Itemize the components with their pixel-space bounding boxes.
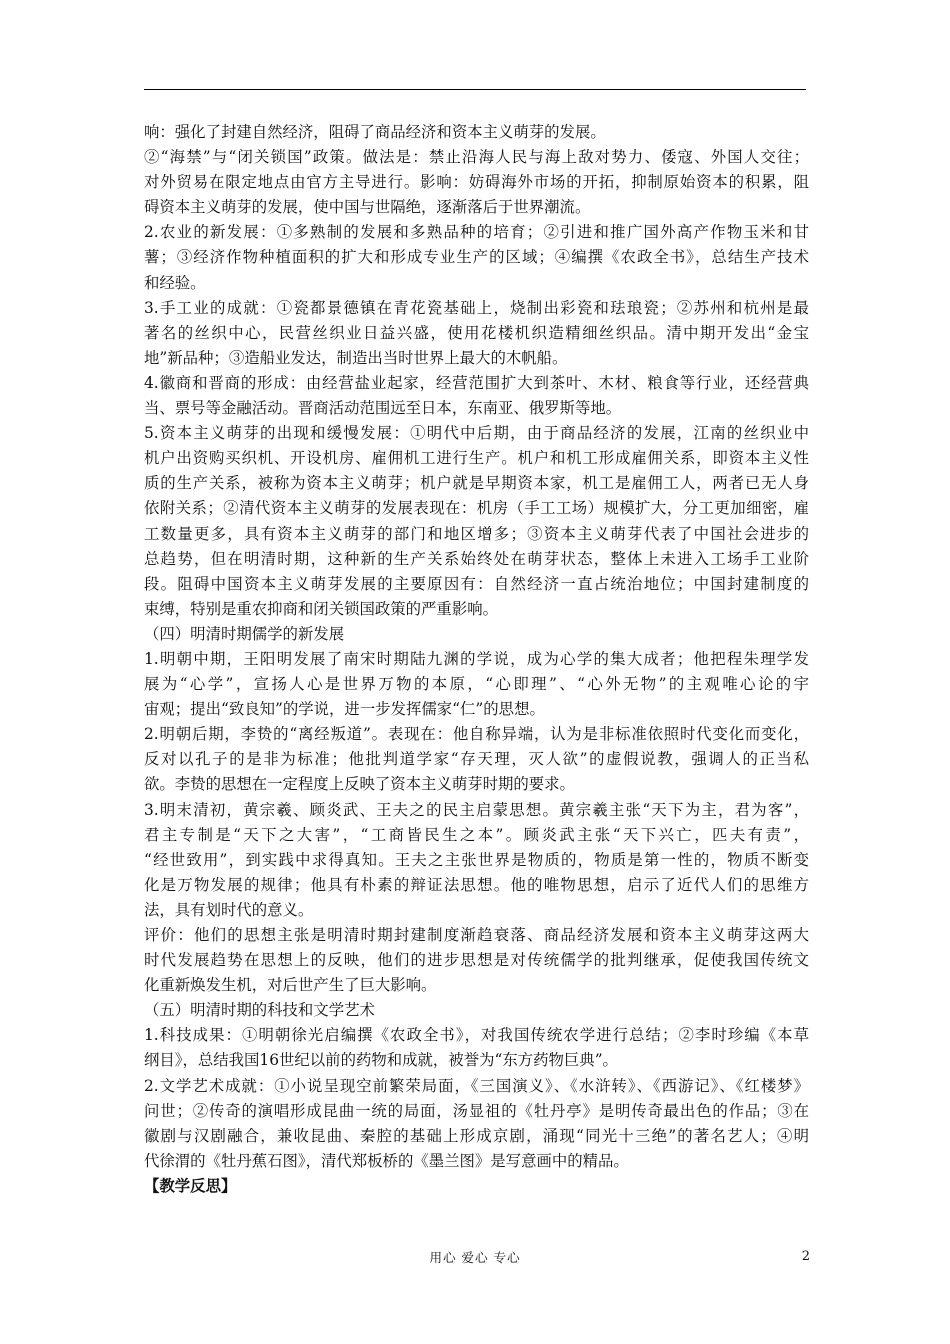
text-line: ②“海禁”与“闭关锁国”政策。做法是：禁止沿海人民与海上敌对势力、倭寇、外国人交往； [144,148,809,167]
text-line: 4.徽商和晋商的形成：由经营盐业起家，经营范围扩大到茶叶、木材、粮食等行业，还经营典 [144,373,809,392]
text-line: 1.科技成果：①明朝徐光启编撰《农政全书》，对我国传统农学进行总结；②李时珍编《本草 [144,1026,809,1045]
text-line: 束缚，特别是重农抑商和闭关锁国政策的严重影响。 [144,599,498,618]
text-line: 5.资本主义萌芽的出现和缓慢发展：①明代中后期，由于商品经济的发展，江南的丝织业中 [144,424,809,443]
text-line: 法，具有划时代的意义。 [144,900,314,919]
text-line: 反对以孔子的是非为标准；他批判道学家“存天理，灭人欲”的虚假说教，强调人的正当私 [144,750,809,769]
text-line: 化重新焕发生机，对后世产生了巨大影响。 [144,976,437,995]
text-line: “经世致用”，到实践中求得真知。王夫之主张世界是物质的，物质是第一性的，物质不断变 [144,850,809,869]
text-line: 2.文学艺术成就：①小说呈现空前繁荣局面，《三国演义》、《水浒转》、《西游记》、《红楼梦》 [144,1076,809,1095]
text-line: 碍资本主义萌芽的发展，使中国与世隔绝，逐渐落后于世界潮流。 [144,198,591,217]
text-line: 展为“心学”，宣扬人心是世界万物的本原，“心即理”、“心外无物”的主观唯心论的宇 [144,675,809,694]
text-line: 著名的丝织中心，民营丝织业日益兴盛，使用花楼机织造精细丝织品。清中期开发出“金宝 [144,323,809,342]
text-line: 欲。李贽的思想在一定程度上反映了资本主义萌芽时期的要求。 [144,775,575,794]
text-line: 代徐渭的《牡丹蕉石图》，清代郑板桥的《墨兰图》是写意画中的精品。 [144,1151,629,1170]
text-line: 化是万物发展的规律；他具有朴素的辩证法思想。他的唯物思想，启示了近代人们的思维方 [144,875,809,894]
text-line: 当、票号等金融活动。晋商活动范围远至日本，东南亚、俄罗斯等地。 [144,399,622,418]
text-line: 响：强化了封建自然经济，阻碍了商品经济和资本主义萌芽的发展。 [144,123,606,141]
text-line: 君主专制是“天下之大害”，“工商皆民生之本”。顾炎武主张“天下兴亡，匹夫有责”， [144,825,809,844]
text-line: 徽剧与汉剧融合，兼收昆曲、秦腔的基础上形成京剧，涌现“同光十三绝”的著名艺人；④明 [144,1126,809,1145]
text-line: 机户出资购买织机、开设机房、雇佣机工进行生产。机户和机工形成雇佣关系，即资本主义性 [144,449,809,468]
section-heading: （四）明清时期儒学的新发展 [144,624,345,643]
text-line: 薯；③经济作物种植面积的扩大和形成专业生产的区域；④编撰《农政全书》，总结生产技术 [144,248,809,267]
text-line: 质的生产关系，被称为资本主义萌芽；机户就是早期资本家，机工是雇佣工人，两者已无人身 [144,474,809,493]
text-line: 宙观；提出“致良知”的学说，进一步发挥儒家“仁”的思想。 [144,700,545,719]
text-line: 1.明朝中期，王阳明发展了南宋时期陆九渊的学说，成为心学的集大成者；他把程朱理学发 [144,649,809,668]
text-line: 工数量更多，具有资本主义萌芽的部门和地区增多；③资本主义萌芽代表了中国社会进步的 [144,524,809,543]
text-line: 纲目》，总结我国16世纪以前的药物和成就，被誉为“东方药物巨典”。 [144,1051,618,1070]
text-line: 地”新品种；③造船业发达，制造出当时世界上最大的木帆船。 [144,348,568,367]
header-rule [144,89,806,90]
text-line: 对外贸易在限定地点由官方主导进行。影响：妨碍海外市场的开拓，抑制原始资本的积累，阻 [144,173,809,192]
text-line: 依附关系；②清代资本主义萌芽的发展表现在：机房（手工工场）规模扩大，分工更加细密，雇 [144,499,809,518]
text-line: 和经验。 [144,273,206,292]
document-body [144,120,809,1199]
text-line: 问世；②传奇的演唱形成昆曲一统的局面，汤显祖的《牡丹亭》是明传奇最出色的作品；③在 [144,1101,809,1120]
text-line: 评价：他们的思想主张是明清时期封建制度渐趋衰落、商品经济发展和资本主义萌芽这两大 [144,926,809,944]
text-line: 总趋势，但在明清时期，这种新的生产关系始终处在萌芽状态，整体上未进入工场手工业阶 [144,549,809,568]
text-line: 2.农业的新发展：①多熟制的发展和多熟品种的培育；②引进和推广国外高产作物玉米和甘 [144,223,809,242]
teaching-reflection-heading: 【教学反思】 [144,1176,237,1195]
page-number: 2 [801,1249,810,1264]
text-line: 时代发展趋势在思想上的反映，他们的进步思想是对传统儒学的批判继承，促使我国传统文 [144,951,809,970]
footer-motto: 用心 爱心 专心 [429,1250,521,1265]
section-heading: （五）明清时期的科技和文学艺术 [144,1001,375,1020]
text-line: 3.明末清初，黄宗羲、顾炎武、王夫之的民主启蒙思想。黄宗羲主张“天下为主，君为客”， [144,800,809,819]
text-line: 2.明朝后期，李贽的“离经叛道”。表现在：他自称异端，认为是非标准依照时代变化而变化， [144,725,809,744]
text-line: 3.手工业的成就：①瓷都景德镇在青花瓷基础上，烧制出彩瓷和珐琅瓷；②苏州和杭州是最 [144,298,809,317]
text-line: 段。阻碍中国资本主义萌芽发展的主要原因有：自然经济一直占统治地位；中国封建制度的 [144,574,809,593]
